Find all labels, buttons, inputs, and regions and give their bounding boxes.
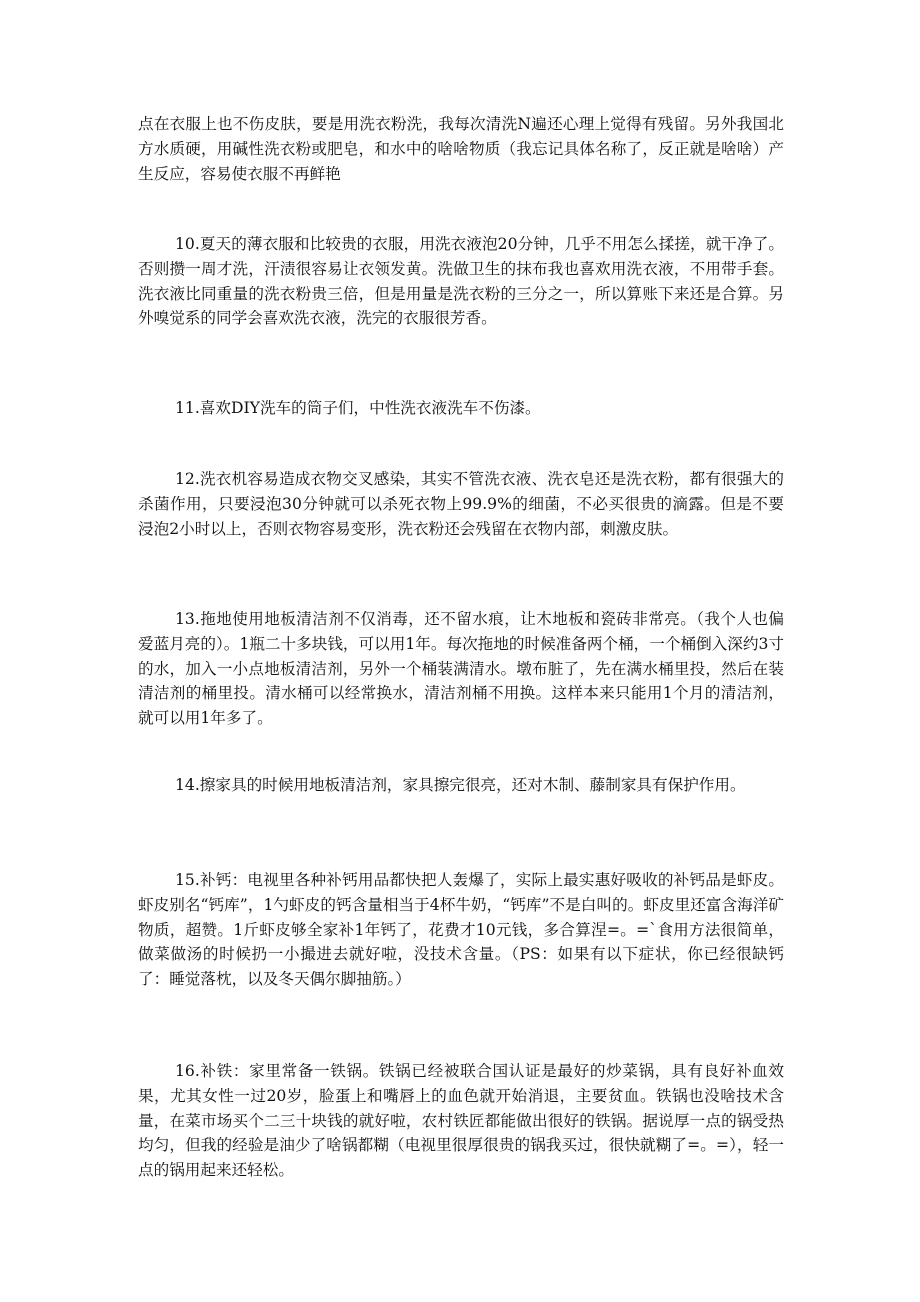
paragraph-item-16: 16.补铁：家里常备一铁锅。铁锅已经被联合国认证是最好的炒菜锅，具有良好补血效果，尤其女性一过20岁，脸蛋上和嘴唇上的血色就开始消退，主要贫血。铁锅也没啥技术含量，在菜市场买个二三十块钱的就好啦，农村铁匠都能做出很好的铁锅。据说厚一点的锅受热均匀，但我的经验是油少了啥锅都糊（电视里很厚很贵的锅我买过，很快就糊了=。=），轻一点的锅用起来还轻松。 xyxy=(138,1062,784,1180)
paragraph-item-12: 12.洗衣机容易造成衣物交叉感染，其实不管洗衣液、洗衣皂还是洗衣粉，都有很强大的杀菌作用，只要浸泡30分钟就可以杀死衣物上99.9%的细菌，不必买很贵的滴露。但是不要浸泡2小时以上，否则衣物容易变形，洗衣粉还会残留在衣物内部，刺激皮肤。 xyxy=(138,470,784,538)
paragraph-item-14: 14.擦家具的时候用地板清洁剂，家具擦完很亮，还对木制、藤制家具有保护作用。 xyxy=(175,776,746,794)
paragraph-item-11: 11.喜欢DIY洗车的筒子们，中性洗衣液洗车不伤漆。 xyxy=(175,399,541,417)
paragraph-item-10: 10.夏天的薄衣服和比较贵的衣服，用洗衣液泡20分钟，几乎不用怎么揉搓，就干净了。否则攒一周才洗，汗渍很容易让衣领发黄。洗做卫生的抹布我也喜欢用洗衣液，不用带手套。洗衣液比同重量的洗衣粉贵三倍，但是用量是洗衣粉的三分之一，所以算账下来还是合算。另外嗅觉系的同学会喜欢洗衣液，洗完的衣服很芳香。 xyxy=(138,235,784,328)
paragraph-item-13: 13.拖地使用地板清洁剂不仅消毒，还不留水痕，让木地板和瓷砖非常亮。（我个人也偏爱蓝月亮的）。1瓶二十多块钱，可以用1年。每次拖地的时候准备两个桶，一个桶倒入深约3寸的水，加入一小点地板清洁剂，另外一个桶装满清水。墩布脏了，先在满水桶里投，然后在装清洁剂的桶里投。清水桶可以经常换水，清洁剂桶不用换。这样本来只能用1个月的清洁剂，就可以用1年多了。 xyxy=(138,610,784,728)
paragraph-continued: 点在衣服上也不伤皮肤，要是用洗衣粉洗，我每次清洗N遍还心理上觉得有残留。另外我国北方水质硬，用碱性洗衣粉或肥皂，和水中的啥啥物质（我忘记具体名称了，反正就是啥啥）产生反应，容易使衣服不再鲜艳 xyxy=(138,115,784,183)
paragraph-item-15: 15.补钙：电视里各种补钙用品都快把人轰爆了，实际上最实惠好吸收的补钙品是虾皮。虾皮别名“钙库”，1勺虾皮的钙含量相当于4杯牛奶，“钙库”不是白叫的。虾皮里还富含海洋矿物质，超赞。1斤虾皮够全家补1年钙了，花费才10元钱，多合算涅=。=`食用方法很简单，做菜做汤的时候扔一小撮进去就好啦，没技术含量。（PS：如果有以下症状，你已经很缺钙了：睡觉落枕，以及冬天偶尔脚抽筋。） xyxy=(138,871,784,989)
